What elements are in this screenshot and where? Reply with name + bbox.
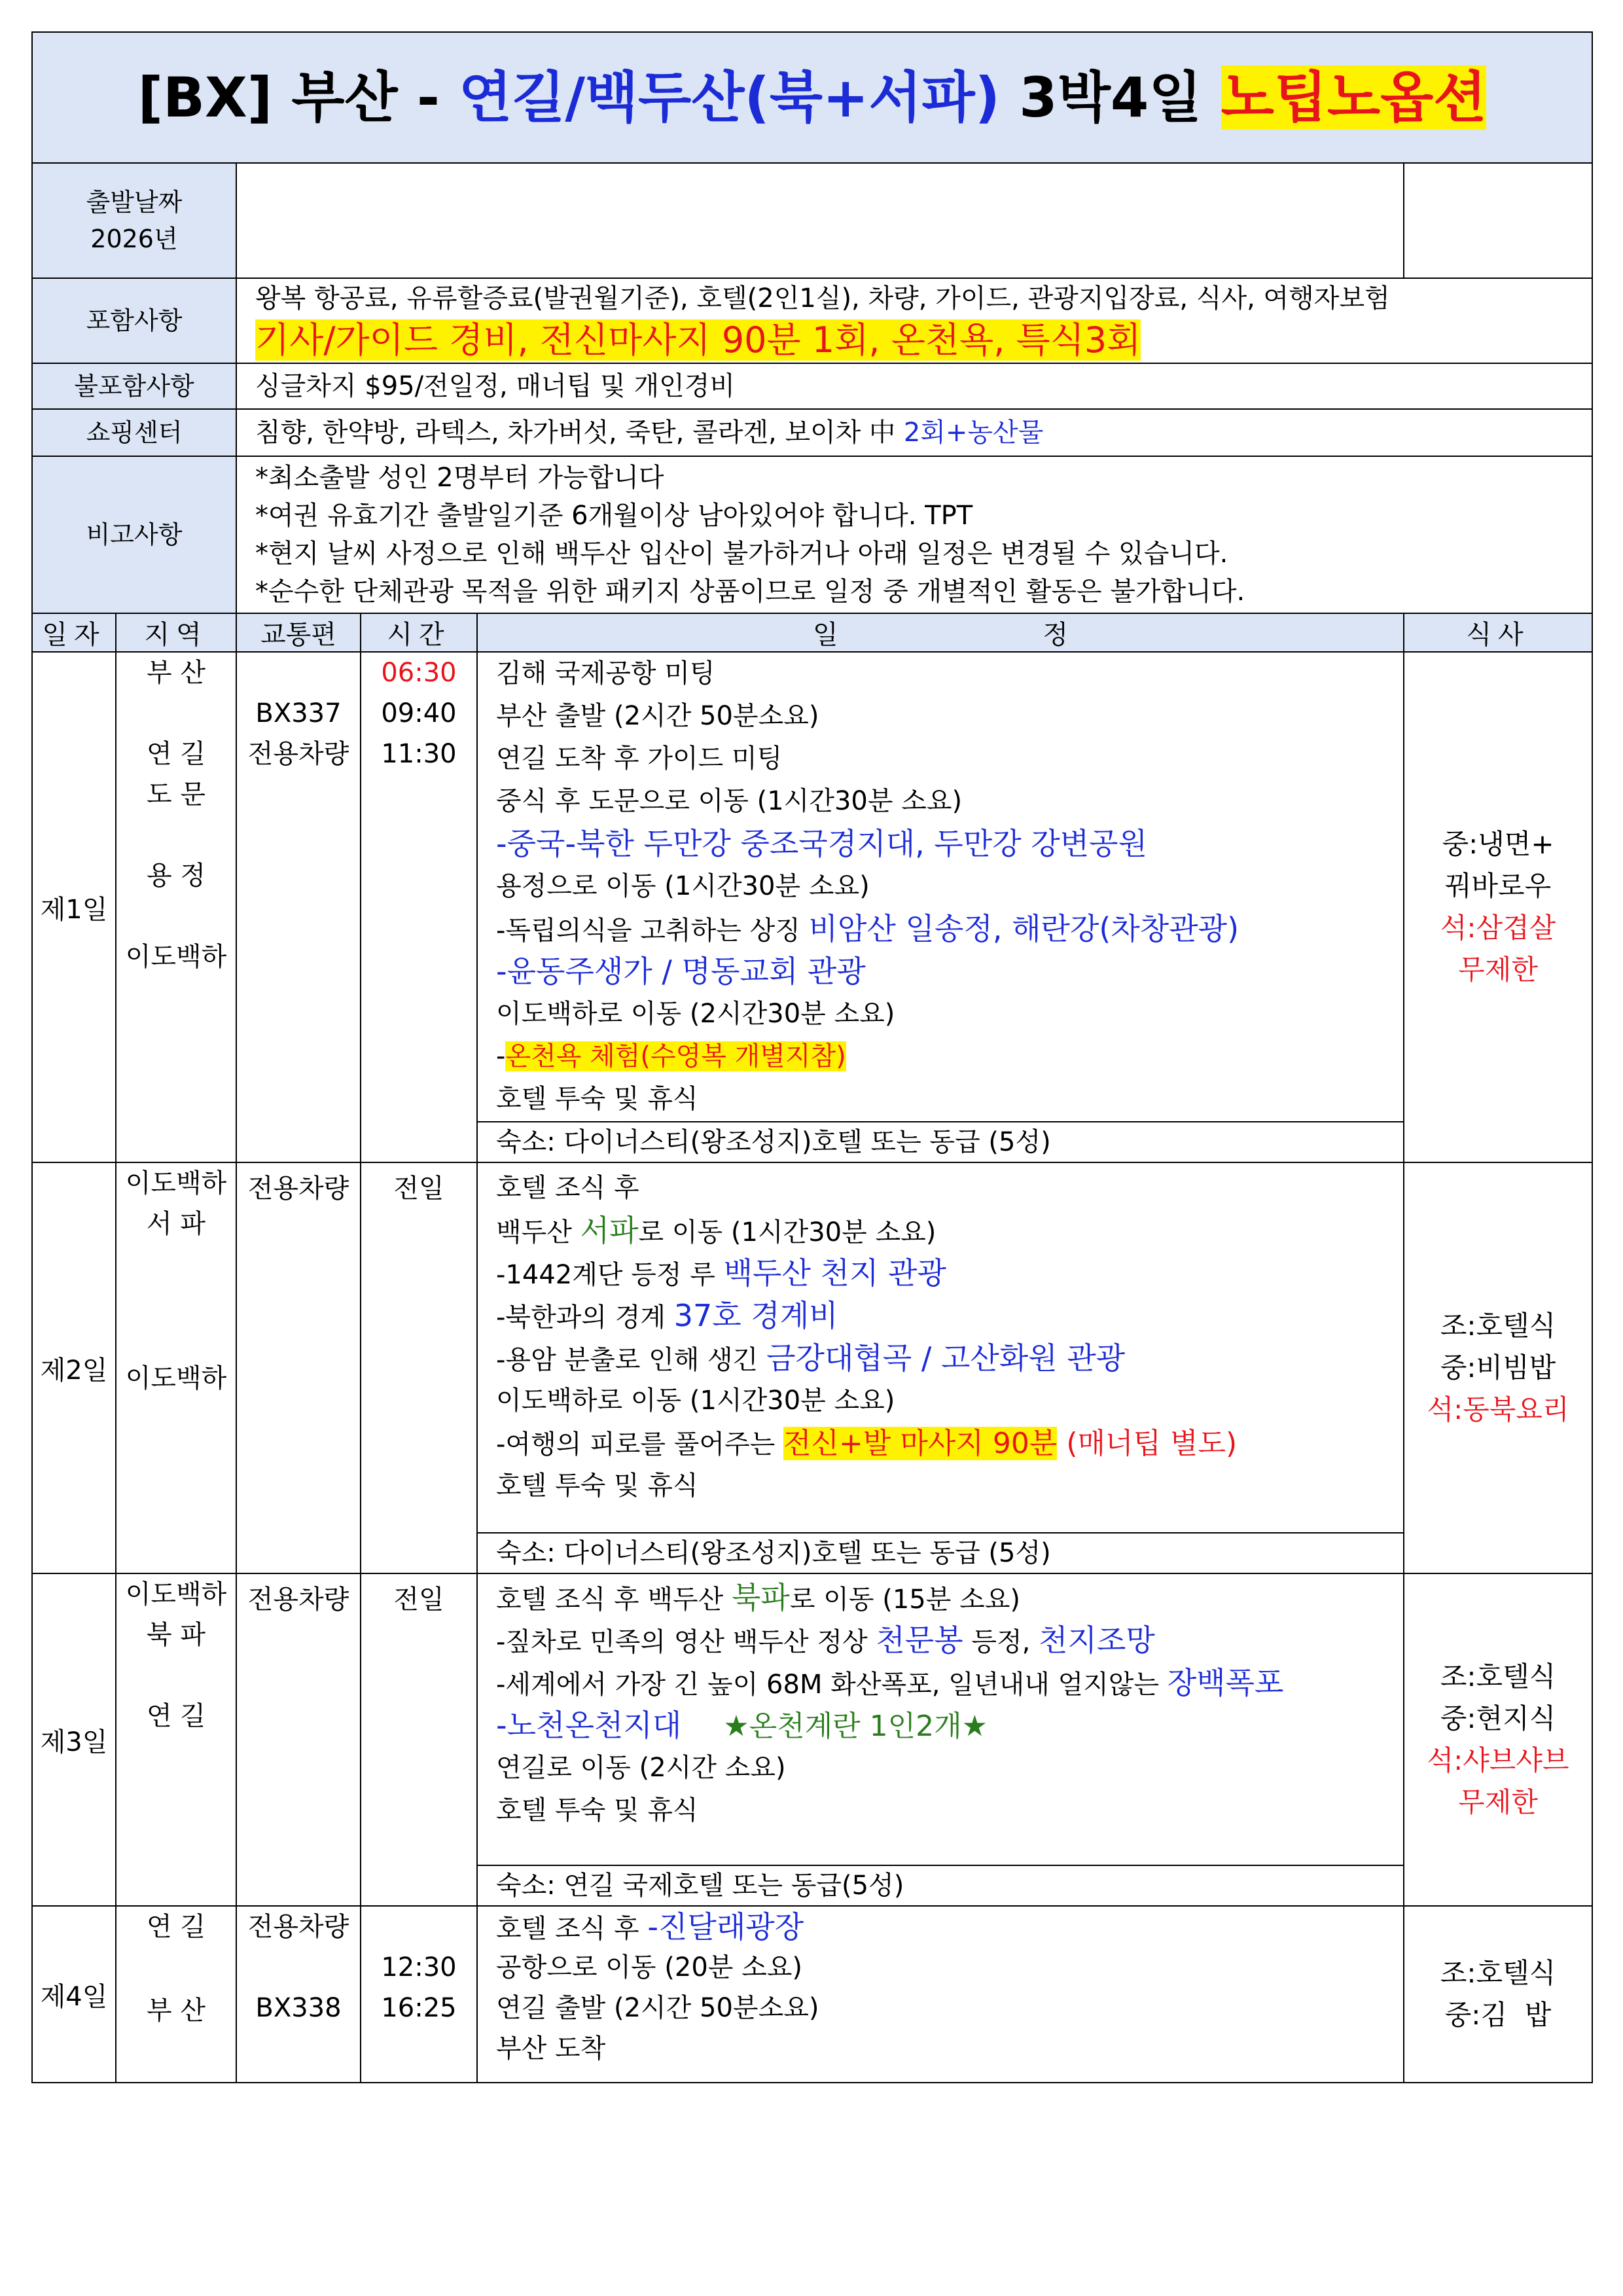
itinerary-table [31,31,1593,2083]
region-item [116,1244,236,1285]
excludes-value: 싱글차지 $95/전일정, 매너팁 및 개인경비 [236,363,1592,409]
time-item: 11:30 [381,739,457,769]
meal-item: 무제한 [1458,954,1538,986]
region-item: 이도백하 [125,1363,227,1393]
itinerary-highlight: -진달래광장 [647,1909,804,1945]
includes-line2: 기사/가이드 경비, 전신마사지 90분 1회, 온천욕, 특식3회 [255,319,1141,361]
region-item [116,896,236,937]
region-item: 북 파 [147,1620,205,1650]
excludes-label: 불포함사항 [32,363,236,409]
itinerary-line: 호텔 조식 후 [496,1173,639,1203]
itinerary-line [496,908,1403,950]
region-item [116,1947,236,1988]
itinerary-line [496,1907,1403,1947]
itinerary-line: -윤동주생가 / 명동교회 관광 [496,954,866,989]
meal-item: 조:호텔식 [1440,1957,1556,1989]
transport-item: 전용차량 [247,1912,349,1942]
itinerary-document [31,31,1592,2083]
time-item: 전일 [393,1585,444,1615]
transport-item: 전용차량 [247,1585,349,1615]
region-item: 부 산 [147,1996,205,2026]
shopping-items: 침향, 한약방, 라텍스, 차가버섯, 죽탄, 콜라겐, 보이차 中 [255,418,904,448]
itinerary-highlight: 37호 경계비 [673,1298,838,1333]
itinerary-line [496,1035,1403,1078]
day-4-label: 제4일 [32,1906,116,2083]
region-item [116,1655,236,1696]
day-1-regions [116,652,236,1162]
itinerary-text: 등정, [963,1627,1039,1657]
transport-item: BX338 [255,1993,342,2023]
note-item: *순수한 단체관광 목적을 위한 패키지 상품이므로 일정 중 개별적인 활동은 불가합니다. [255,577,1245,607]
region-item: 연 길 [147,1701,205,1731]
itinerary-line: 부산 출발 (2시간 50분소요) [496,701,819,731]
itinerary-highlight: 온천욕 체험(수영복 개별지참) [505,1041,846,1071]
notes-value [236,456,1592,613]
itinerary-text: 로 이동 (15분 소요) [789,1585,1020,1615]
time-item [361,1907,476,1947]
transport-item: 전용차량 [247,1174,349,1204]
departure-date-label [32,163,236,278]
includes-value [236,278,1592,363]
day-2-regions [116,1162,236,1573]
header-time: 시간 [361,613,477,652]
transport-item [237,653,360,693]
day-4-itinerary [477,1906,1404,2083]
shopping-label: 쇼핑센터 [32,409,236,456]
itinerary-text: -여행의 피로를 풀어주는 [496,1429,783,1460]
region-item: 서 파 [147,1209,205,1239]
meal-item: 중:김 밥 [1444,1999,1552,2031]
itinerary-line: 호텔 투숙 및 휴식 [496,1084,698,1114]
itinerary-line: 부산 도착 [496,2034,606,2064]
itinerary-highlight: 백두산 천지 관광 [723,1255,946,1291]
transport-item: 전용차량 [247,739,349,769]
region-item [116,815,236,855]
day-3-meals [1404,1573,1592,1906]
itinerary-line: 공항으로 이동 (20분 소요) [496,1952,803,1982]
meal-item: 중:비빔밥 [1440,1352,1556,1384]
itinerary-line [496,1704,1403,1747]
day-1-times [361,652,477,1162]
day-2-hotel: 숙소: 다이너스티(왕조성지)호텔 또는 동급 (5성) [477,1533,1404,1573]
notes-label: 비고사항 [32,456,236,613]
itinerary-line [496,1252,1403,1295]
itinerary-text: 호텔 조식 후 [496,1914,648,1944]
meal-item: 석:동북요리 [1427,1393,1569,1426]
itinerary-line: 이도백하로 이동 (1시간30분 소요) [496,1386,895,1416]
itinerary-line: 연길 도착 후 가이드 미팅 [496,744,783,774]
includes-label: 포함사항 [32,278,236,363]
itinerary-note: (매너팁 별도) [1057,1427,1238,1460]
region-item: 부 산 [147,658,205,688]
day-2-times [361,1162,477,1573]
itinerary-text: 백두산 [496,1217,580,1247]
itinerary-highlight: 장백폭포 [1167,1665,1284,1700]
meal-item: 조:호텔식 [1440,1660,1556,1693]
itinerary-highlight: 천지조망 [1039,1623,1155,1658]
itinerary-line [496,1422,1403,1465]
itinerary-text: -세계에서 가장 긴 높이 68M 화산폭포, 일년내내 얼지않는 [496,1670,1168,1700]
time-item: 16:25 [381,1993,457,2023]
itinerary-text: -1442계단 등정 루 [496,1260,724,1290]
region-item: 연 길 [147,739,205,769]
departure-date-cell-1 [236,163,1404,278]
day-4-transport [236,1906,361,2083]
itinerary-line [496,1295,1403,1337]
day-4-regions [116,1906,236,2083]
itinerary-line [496,1577,1403,1619]
header-meals: 식사 [1404,613,1592,652]
departure-label-line2: 2026년 [90,224,178,253]
region-item [116,693,236,734]
itinerary-line [496,1210,1403,1252]
region-item: 연 길 [147,1912,205,1942]
transport-item: BX337 [255,698,342,728]
header-day: 일자 [32,613,116,652]
itinerary-highlight: 전신+발 마사지 90분 [783,1427,1058,1460]
day-3-hotel: 숙소: 연길 국제호텔 또는 동급(5성) [477,1865,1404,1906]
includes-line2-wrap [255,318,1592,363]
itinerary-text: -짚차로 민족의 영산 백두산 정상 [496,1627,876,1657]
note-item: *최소출발 성인 2명부터 가능합니다 [255,463,664,493]
header-transport: 교통편 [236,613,361,652]
day-2-label: 제2일 [32,1162,116,1573]
day-3-transport [236,1573,361,1906]
day-4-meals [1404,1906,1592,2083]
region-item: 이도백하 [125,1579,227,1609]
transport-item [237,1947,360,1988]
includes-line1: 왕복 항공료, 유류할증료(발권월기준), 호텔(2인1실), 차량, 가이드, 관광지입장료, 식사, 여행자보험 [255,283,1390,314]
time-item: 12:30 [381,1952,457,1982]
itinerary-line: 용정으로 이동 (1시간30분 소요) [496,871,870,901]
meal-item: 조:호텔식 [1440,1310,1556,1342]
itinerary-highlight: -노천온천지대 [496,1708,682,1743]
itinerary-line: 연길 출발 (2시간 50분소요) [496,1993,819,2023]
title-code: [BX] 부산 - [137,65,459,130]
itinerary-line: 호텔 투숙 및 휴식 [496,1795,698,1825]
time-item: 09:40 [381,698,457,728]
region-item: 이도백하 [125,1168,227,1198]
meal-item: 중:현지식 [1440,1702,1556,1734]
itinerary-text: - [496,1041,506,1071]
meal-item: 무제한 [1458,1786,1538,1818]
title-duration: 3박4일 [1000,65,1221,130]
itinerary-bonus: ★온천계란 1인2개★ [723,1710,988,1743]
itinerary-text: -북한과의 경계 [496,1302,674,1333]
day-1-meals [1404,652,1592,1162]
departure-date-cell-2 [1404,163,1592,278]
header-itinerary: 일 정 [477,613,1404,652]
document-title [32,32,1592,163]
day-2-transport [236,1162,361,1573]
day-1-hotel: 숙소: 다이너스티(왕조성지)호텔 또는 동급 (5성) [477,1122,1404,1162]
shopping-count: 2회+농산물 [903,418,1044,448]
day-2-meals [1404,1162,1592,1573]
itinerary-line: -중국-북한 두만강 중조국경지대, 두만강 강변공원 [496,826,1148,861]
itinerary-highlight: 천문봉 [876,1623,963,1658]
itinerary-highlight: 금강대협곡 / 고산화원 관광 [766,1340,1126,1376]
title-badge: 노팁노옵션 [1221,65,1487,130]
day-3-itinerary [477,1573,1404,1865]
itinerary-text: 로 이동 (1시간30분 소요) [638,1217,936,1247]
itinerary-line: 연길로 이동 (2시간 소요) [496,1753,786,1783]
note-item: *현지 날씨 사정으로 인해 백두산 입산이 불가하거나 아래 일정은 변경될 수 있습니다. [255,539,1228,569]
note-item: *여권 유효기간 출발일기준 6개월이상 남아있어야 합니다. TPT [255,501,973,531]
itinerary-line [496,1662,1403,1704]
day-1-transport [236,652,361,1162]
time-item: 전일 [393,1174,444,1204]
header-region: 지역 [116,613,236,652]
day-3-regions [116,1573,236,1906]
meal-item: 석:샤브샤브 [1427,1744,1569,1776]
itinerary-line: 중식 후 도문으로 이동 (1시간30분 소요) [496,786,963,816]
itinerary-line: 김해 국제공항 미팅 [496,658,715,689]
itinerary-text: -독립의식을 고취하는 상징 [496,916,809,946]
itinerary-line: 이도백하로 이동 (2시간30분 소요) [496,999,895,1029]
region-item: 이도백하 [125,942,227,972]
itinerary-line: 호텔 투숙 및 휴식 [496,1471,698,1501]
day-1-itinerary [477,652,1404,1122]
itinerary-highlight: 서파 [580,1213,639,1248]
meal-item: 꿔바로우 [1444,870,1552,902]
day-2-itinerary [477,1162,1404,1533]
title-destination: 연길/백두산(북+서파) [459,65,1001,130]
day-4-times [361,1906,477,2083]
time-item: 06:30 [381,658,457,688]
shopping-value [236,409,1592,456]
region-item: 도 문 [147,780,205,810]
day-3-label: 제3일 [32,1573,116,1906]
itinerary-text: -용암 분출로 인해 생긴 [496,1345,767,1375]
day-3-times [361,1573,477,1906]
region-item: 용 정 [147,861,205,891]
itinerary-highlight: 비암산 일송정, 해란강(차창관광) [808,911,1240,946]
itinerary-text: 호텔 조식 후 백두산 [496,1585,732,1615]
itinerary-line [496,1337,1403,1380]
meal-item: 석:삼겹살 [1440,912,1556,944]
departure-label-line1: 출발날짜 [86,188,183,217]
meal-item: 중:냉면+ [1442,828,1554,860]
itinerary-line [496,1619,1403,1662]
region-item [116,1325,236,1358]
itinerary-highlight: 북파 [731,1580,790,1615]
region-item [116,1285,236,1325]
day-1-label: 제1일 [32,652,116,1162]
